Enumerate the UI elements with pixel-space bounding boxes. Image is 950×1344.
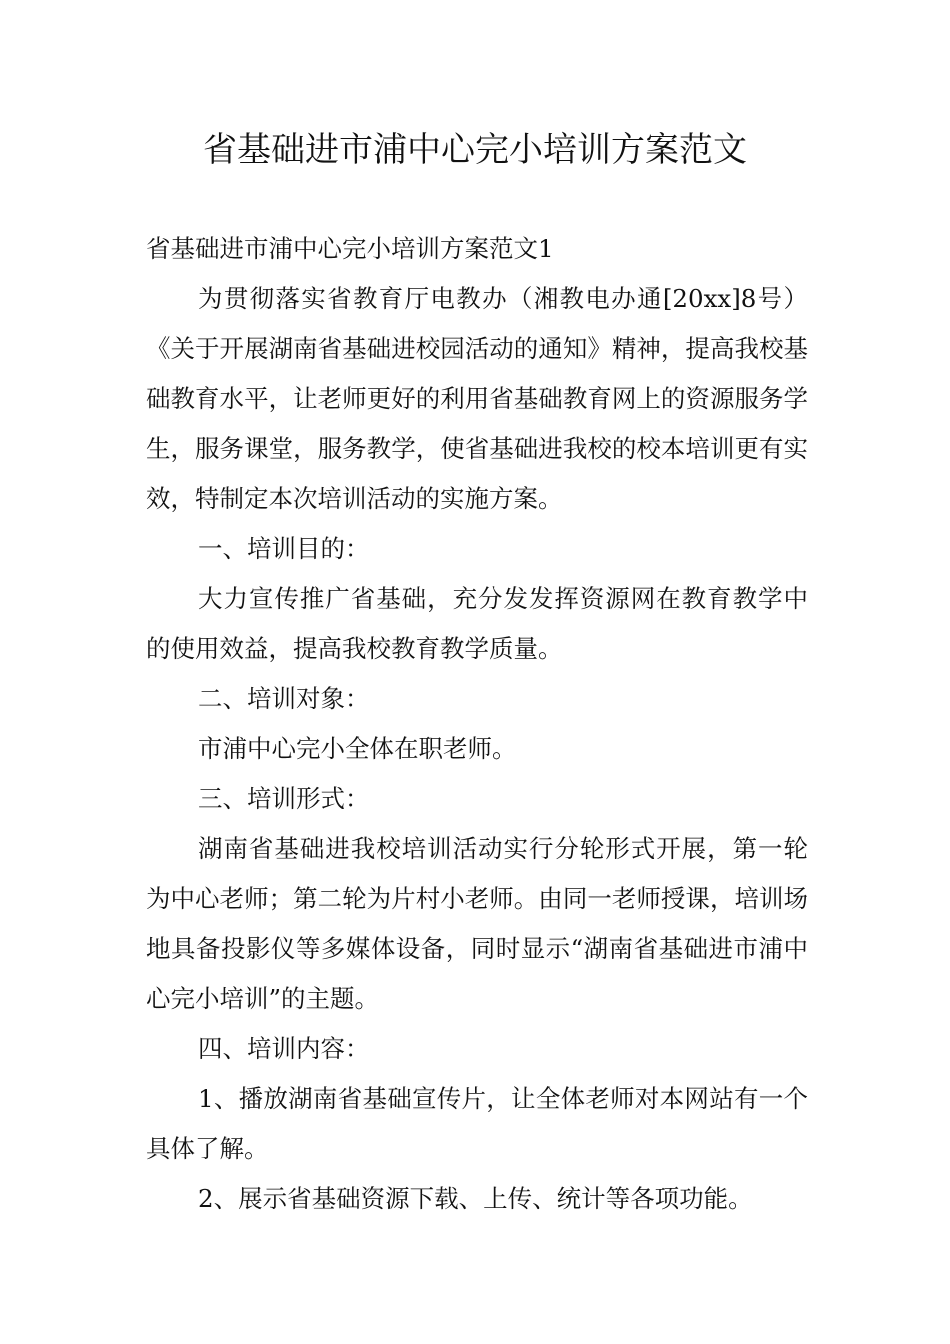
- section-subtitle: 省基础进市浦中心完小培训方案范文1: [146, 234, 554, 263]
- paragraph-training-target: 市浦中心完小全体在职老师。: [198, 734, 517, 763]
- heading-training-target: 二、培训对象：: [198, 684, 370, 713]
- paragraph-training-goal: 大力宣传推广省基础，充分发发挥资源网在教育教学中的使用效益，提高我校教育教学质量。: [146, 584, 808, 663]
- paragraph-content-item-1: 1、播放湖南省基础宣传片，让全体老师对本网站有一个具体了解。: [146, 1084, 808, 1163]
- intro-paragraph: 为贯彻落实省教育厅电教办（湘教电办通[20xx]8号）《关于开展湖南省基础进校园活动的通知》精神，提高我校基础教育水平，让老师更好的利用省基础教育网上的资源服务学生，服务课堂，服务教学，使省基础进我校的校本培训更有实效，特制定本次培训活动的实施方案。: [146, 284, 808, 513]
- document-body: [146, 224, 808, 1224]
- document-title: 省基础进市浦中心完小培训方案范文: [203, 130, 747, 170]
- heading-training-form: 三、培训形式：: [198, 784, 370, 813]
- paragraph-content-item-2: 2、展示省基础资源下载、上传、统计等各项功能。: [198, 1184, 753, 1213]
- paragraph-training-form: 湖南省基础进我校培训活动实行分轮形式开展，第一轮为中心老师；第二轮为片村小老师。由同一老师授课，培训场地具备投影仪等多媒体设备，同时显示“湖南省基础进市浦中心完小培训”的主题。: [146, 834, 808, 1013]
- heading-training-goal: 一、培训目的：: [198, 534, 370, 563]
- heading-training-content: 四、培训内容：: [198, 1034, 370, 1063]
